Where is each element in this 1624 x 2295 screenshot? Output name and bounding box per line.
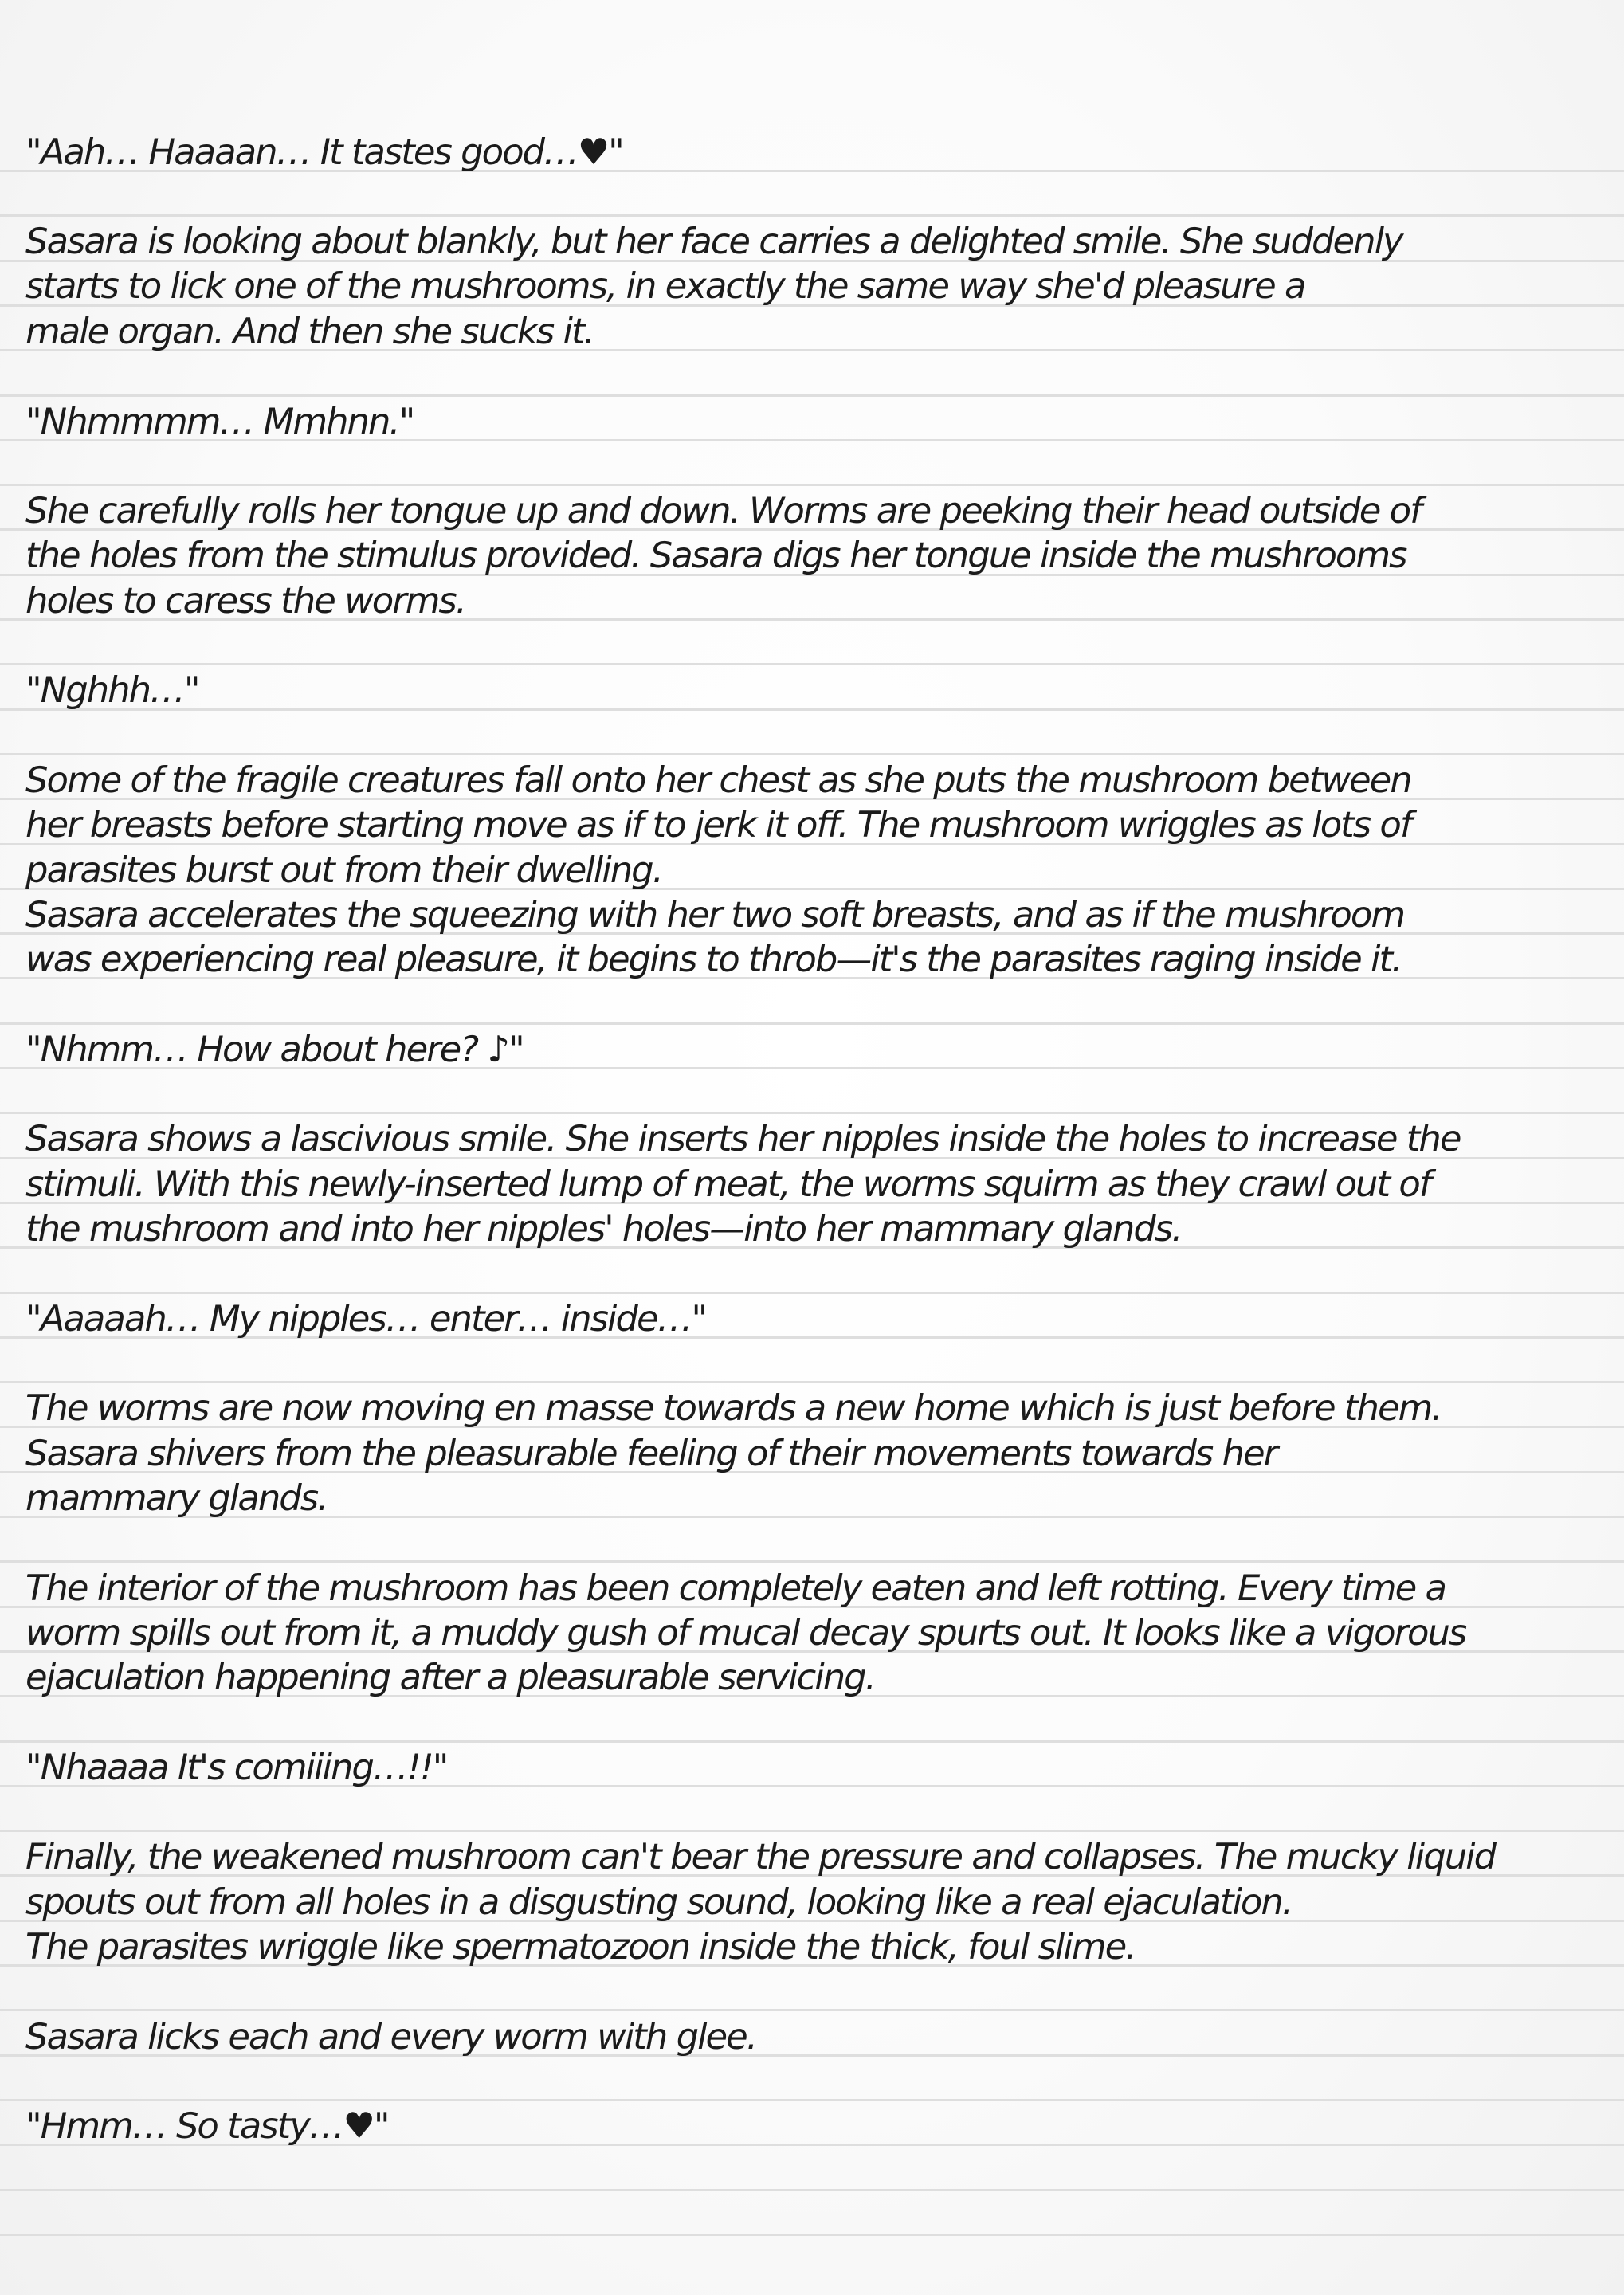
text-line: Sasara accelerates the squeezing with her two soft breasts, and as if the mushroom — [25, 893, 1405, 936]
text-line: stimuli. With this newly-inserted lump of meat, the worms squirm as they crawl out of — [25, 1163, 1430, 1205]
text-line: was experiencing real pleasure, it begins to throb—it's the parasites raging inside it. — [25, 938, 1402, 980]
dialogue-line: "Aah… Haaaan… It tastes good…♥" — [25, 131, 623, 173]
text-line: Sasara shows a lascivious smile. She inserts her nipples inside the holes to increase the — [25, 1117, 1461, 1159]
dialogue-line: "Nhmmmm… Mmhnn." — [25, 400, 414, 442]
dialogue-line: "Aaaaah… My nipples… enter… inside…" — [25, 1297, 707, 1340]
text-line: starts to lick one of the mushrooms, in exactly the same way she'd pleasure a — [25, 265, 1305, 307]
text-line: ejaculation happening after a pleasurable servicing. — [25, 1656, 875, 1698]
text-line: the holes from the stimulus provided. Sasara digs her tongue inside the mushrooms — [25, 534, 1406, 576]
text-line: her breasts before starting move as if to jerk it off. The mushroom wriggles as lots of — [25, 803, 1411, 845]
text-line: Sasara licks each and every worm with glee. — [25, 2015, 757, 2058]
text-line: spouts out from all holes in a disgusting sound, looking like a real ejaculation. — [25, 1881, 1293, 1923]
dialogue-line: "Nghhh…" — [25, 669, 199, 711]
text-line: male organ. And then she sucks it. — [25, 310, 594, 352]
text-line: Sasara shivers from the pleasurable feeling of their movements towards her — [25, 1432, 1277, 1474]
text-line: mammary glands. — [25, 1477, 328, 1519]
text-line: The worms are now moving en masse towards a new home which is just before them. — [25, 1387, 1442, 1429]
dialogue-line: "Nhmm… How about here? ♪" — [25, 1028, 524, 1070]
text-line: worm spills out from it, a muddy gush of mucal decay spurts out. It looks like a vigorous — [25, 1611, 1466, 1654]
dialogue-line: "Hmm… So tasty…♥" — [25, 2105, 389, 2147]
text-line: Finally, the weakened mushroom can't bear the pressure and collapses. The mucky liquid — [25, 1835, 1496, 1877]
text-line: Some of the fragile creatures fall onto her chest as she puts the mushroom between — [25, 759, 1411, 801]
text-line: The parasites wriggle like spermatozoon inside the thick, foul slime. — [25, 1925, 1136, 1967]
text-line: the mushroom and into her nipples' holes—into her mammary glands. — [25, 1207, 1182, 1250]
text-line: The interior of the mushroom has been completely eaten and left rotting. Every time a — [25, 1567, 1446, 1609]
text-line: holes to caress the worms. — [25, 579, 466, 622]
text-line: She carefully rolls her tongue up and down. Worms are peeking their head outside of — [25, 489, 1421, 532]
text-line: parasites burst out from their dwelling. — [25, 849, 662, 891]
text-line: Sasara is looking about blankly, but her face carries a delighted smile. She suddenly — [25, 220, 1402, 262]
dialogue-line: "Nhaaaa It's comiiing…!!" — [25, 1746, 448, 1788]
